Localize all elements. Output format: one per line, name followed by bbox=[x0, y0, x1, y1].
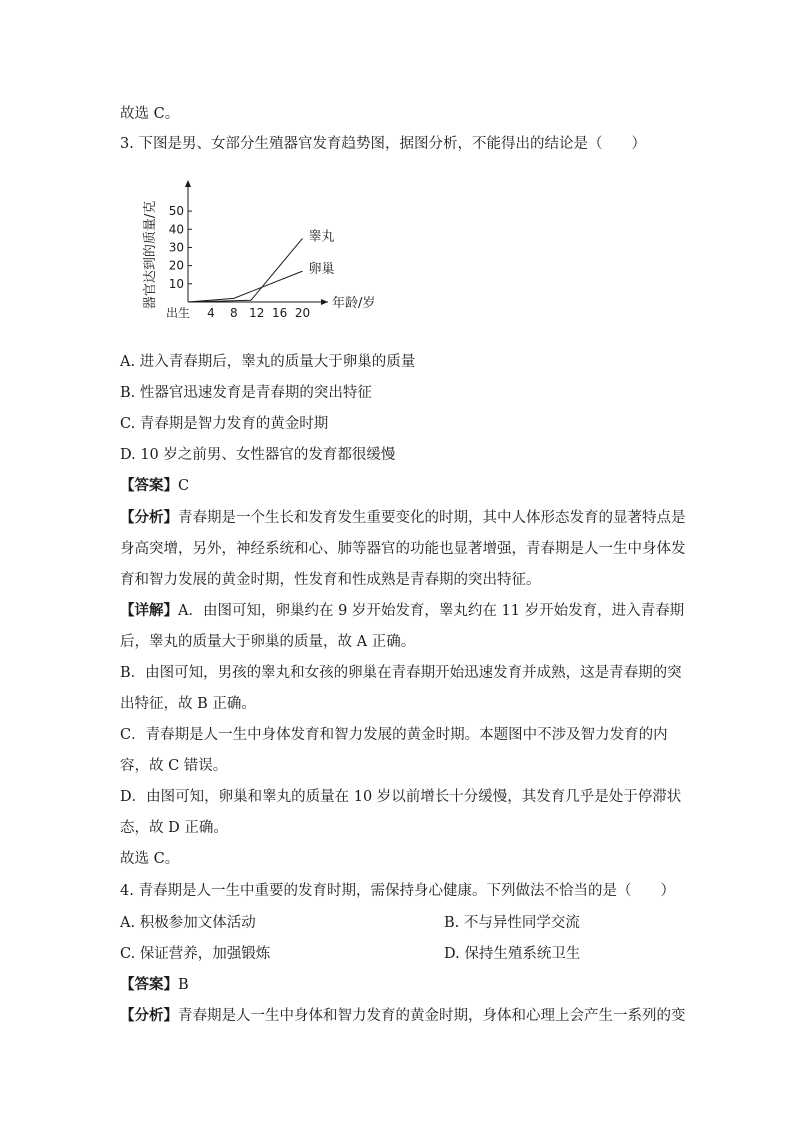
q3-option-a: A. 进入青春期后，睾丸的质量大于卵巢的质量 bbox=[120, 354, 416, 370]
y-tick-label: 40 bbox=[168, 222, 184, 237]
q3-option-b: B. 性器官迅速发育是青春期的突出特征 bbox=[120, 385, 372, 401]
detail-line: 容，故 C 错误。 bbox=[120, 758, 228, 774]
q4-answer bbox=[120, 975, 189, 995]
answer-value: C bbox=[178, 478, 190, 494]
y-tick-label: 20 bbox=[168, 258, 184, 273]
x-tick-label: 出生 bbox=[165, 306, 191, 320]
q3-detail bbox=[120, 601, 684, 621]
x-tick-label: 4 bbox=[207, 306, 215, 320]
q3-analysis bbox=[120, 508, 686, 528]
chart-axes bbox=[185, 180, 328, 305]
q4-stem: 4. 青春期是人一生中重要的发育时期，需保持身心健康。下列做法不恰当的是（ ） bbox=[120, 883, 675, 899]
analysis-line: 青春期是一个生长和发育发生重要变化的时期，其中人体形态发育的显著特点是 bbox=[178, 510, 686, 526]
q4-option-c: C. 保证营养，加强锻炼 bbox=[120, 946, 271, 962]
y-axis-label: 器官达到的质量/克 bbox=[143, 200, 158, 310]
series-line-2 bbox=[188, 271, 303, 302]
q3-stem: 3. 下图是男、女部分生殖器官发育趋势图，据图分析，不能得出的结论是（ ） bbox=[120, 136, 646, 152]
analysis-line: 育和智力发展的黄金时期，性发育和性成熟是青春期的突出特征。 bbox=[120, 572, 541, 588]
y-tick-label: 30 bbox=[168, 240, 184, 255]
y-axis-arrow bbox=[185, 180, 191, 187]
q4-option-d: D. 保持生殖系统卫生 bbox=[444, 946, 581, 962]
q3-option-d: D. 10 岁之前男、女性器官的发育都很缓慢 bbox=[120, 447, 396, 463]
q4-analysis bbox=[120, 1006, 686, 1026]
analysis-tag: 【分析】 bbox=[120, 1007, 178, 1024]
q3-answer bbox=[120, 476, 189, 496]
x-tick-label: 8 bbox=[229, 306, 238, 320]
x-tick-label: 20 bbox=[294, 306, 311, 320]
answer-value: B bbox=[178, 977, 189, 993]
series-label-2: 卵巢 bbox=[308, 262, 335, 278]
q4-option-a: A. 积极参加文体活动 bbox=[120, 915, 256, 931]
answer-tag: 【答案】 bbox=[120, 477, 178, 494]
q3-conclusion: 故选 C。 bbox=[120, 851, 180, 867]
detail-line: C．青春期是人一生中身体发育和智力发展的黄金时期。本题图中不涉及智力发育的内 bbox=[120, 727, 668, 743]
detail-line: D．由图可知，卵巢和睾丸的质量在 10 岁以前增长十分缓慢，其发育几乎是处于停滞状 bbox=[120, 789, 682, 805]
detail-tag: 【详解】 bbox=[120, 602, 178, 619]
reproductive-organ-chart bbox=[140, 170, 380, 330]
chart-series bbox=[188, 238, 303, 302]
q3-option-c: C. 青春期是智力发育的黄金时期 bbox=[120, 416, 329, 432]
analysis-line: 青春期是人一生中身体和智力发育的黄金时期，身体和心理上会产生一系列的变 bbox=[178, 1008, 686, 1024]
detail-line: 出特征，故 B 正确。 bbox=[120, 696, 256, 712]
x-axis-label: 年龄/岁 bbox=[332, 296, 376, 311]
analysis-tag: 【分析】 bbox=[120, 509, 178, 526]
prev-conclusion: 故选 C。 bbox=[120, 106, 180, 122]
x-tick-label: 16 bbox=[271, 306, 288, 320]
series-line-1 bbox=[188, 238, 303, 302]
answer-tag: 【答案】 bbox=[120, 976, 178, 993]
series-label-1: 睾丸 bbox=[308, 229, 335, 245]
y-tick-label: 10 bbox=[168, 276, 184, 291]
q4-option-b: B. 不与异性同学交流 bbox=[444, 915, 580, 931]
analysis-line: 身高突增，另外，神经系统和心、肺等器官的功能也显著增强，青春期是人一生中身体发 bbox=[120, 541, 686, 557]
x-axis-arrow bbox=[321, 299, 328, 305]
detail-line: A．由图可知，卵巢约在 9 岁开始发育，睾丸约在 11 岁开始发育，进入青春期 bbox=[178, 603, 685, 619]
detail-line: B．由图可知，男孩的睾丸和女孩的卵巢在青春期开始迅速发育并成熟，这是青春期的突 bbox=[120, 665, 682, 681]
x-tick-label: 12 bbox=[249, 306, 265, 320]
detail-line: 后，睾丸的质量大于卵巢的质量，故 A 正确。 bbox=[120, 634, 416, 650]
detail-line: 态，故 D 正确。 bbox=[120, 820, 228, 836]
y-tick-label: 50 bbox=[168, 204, 184, 219]
